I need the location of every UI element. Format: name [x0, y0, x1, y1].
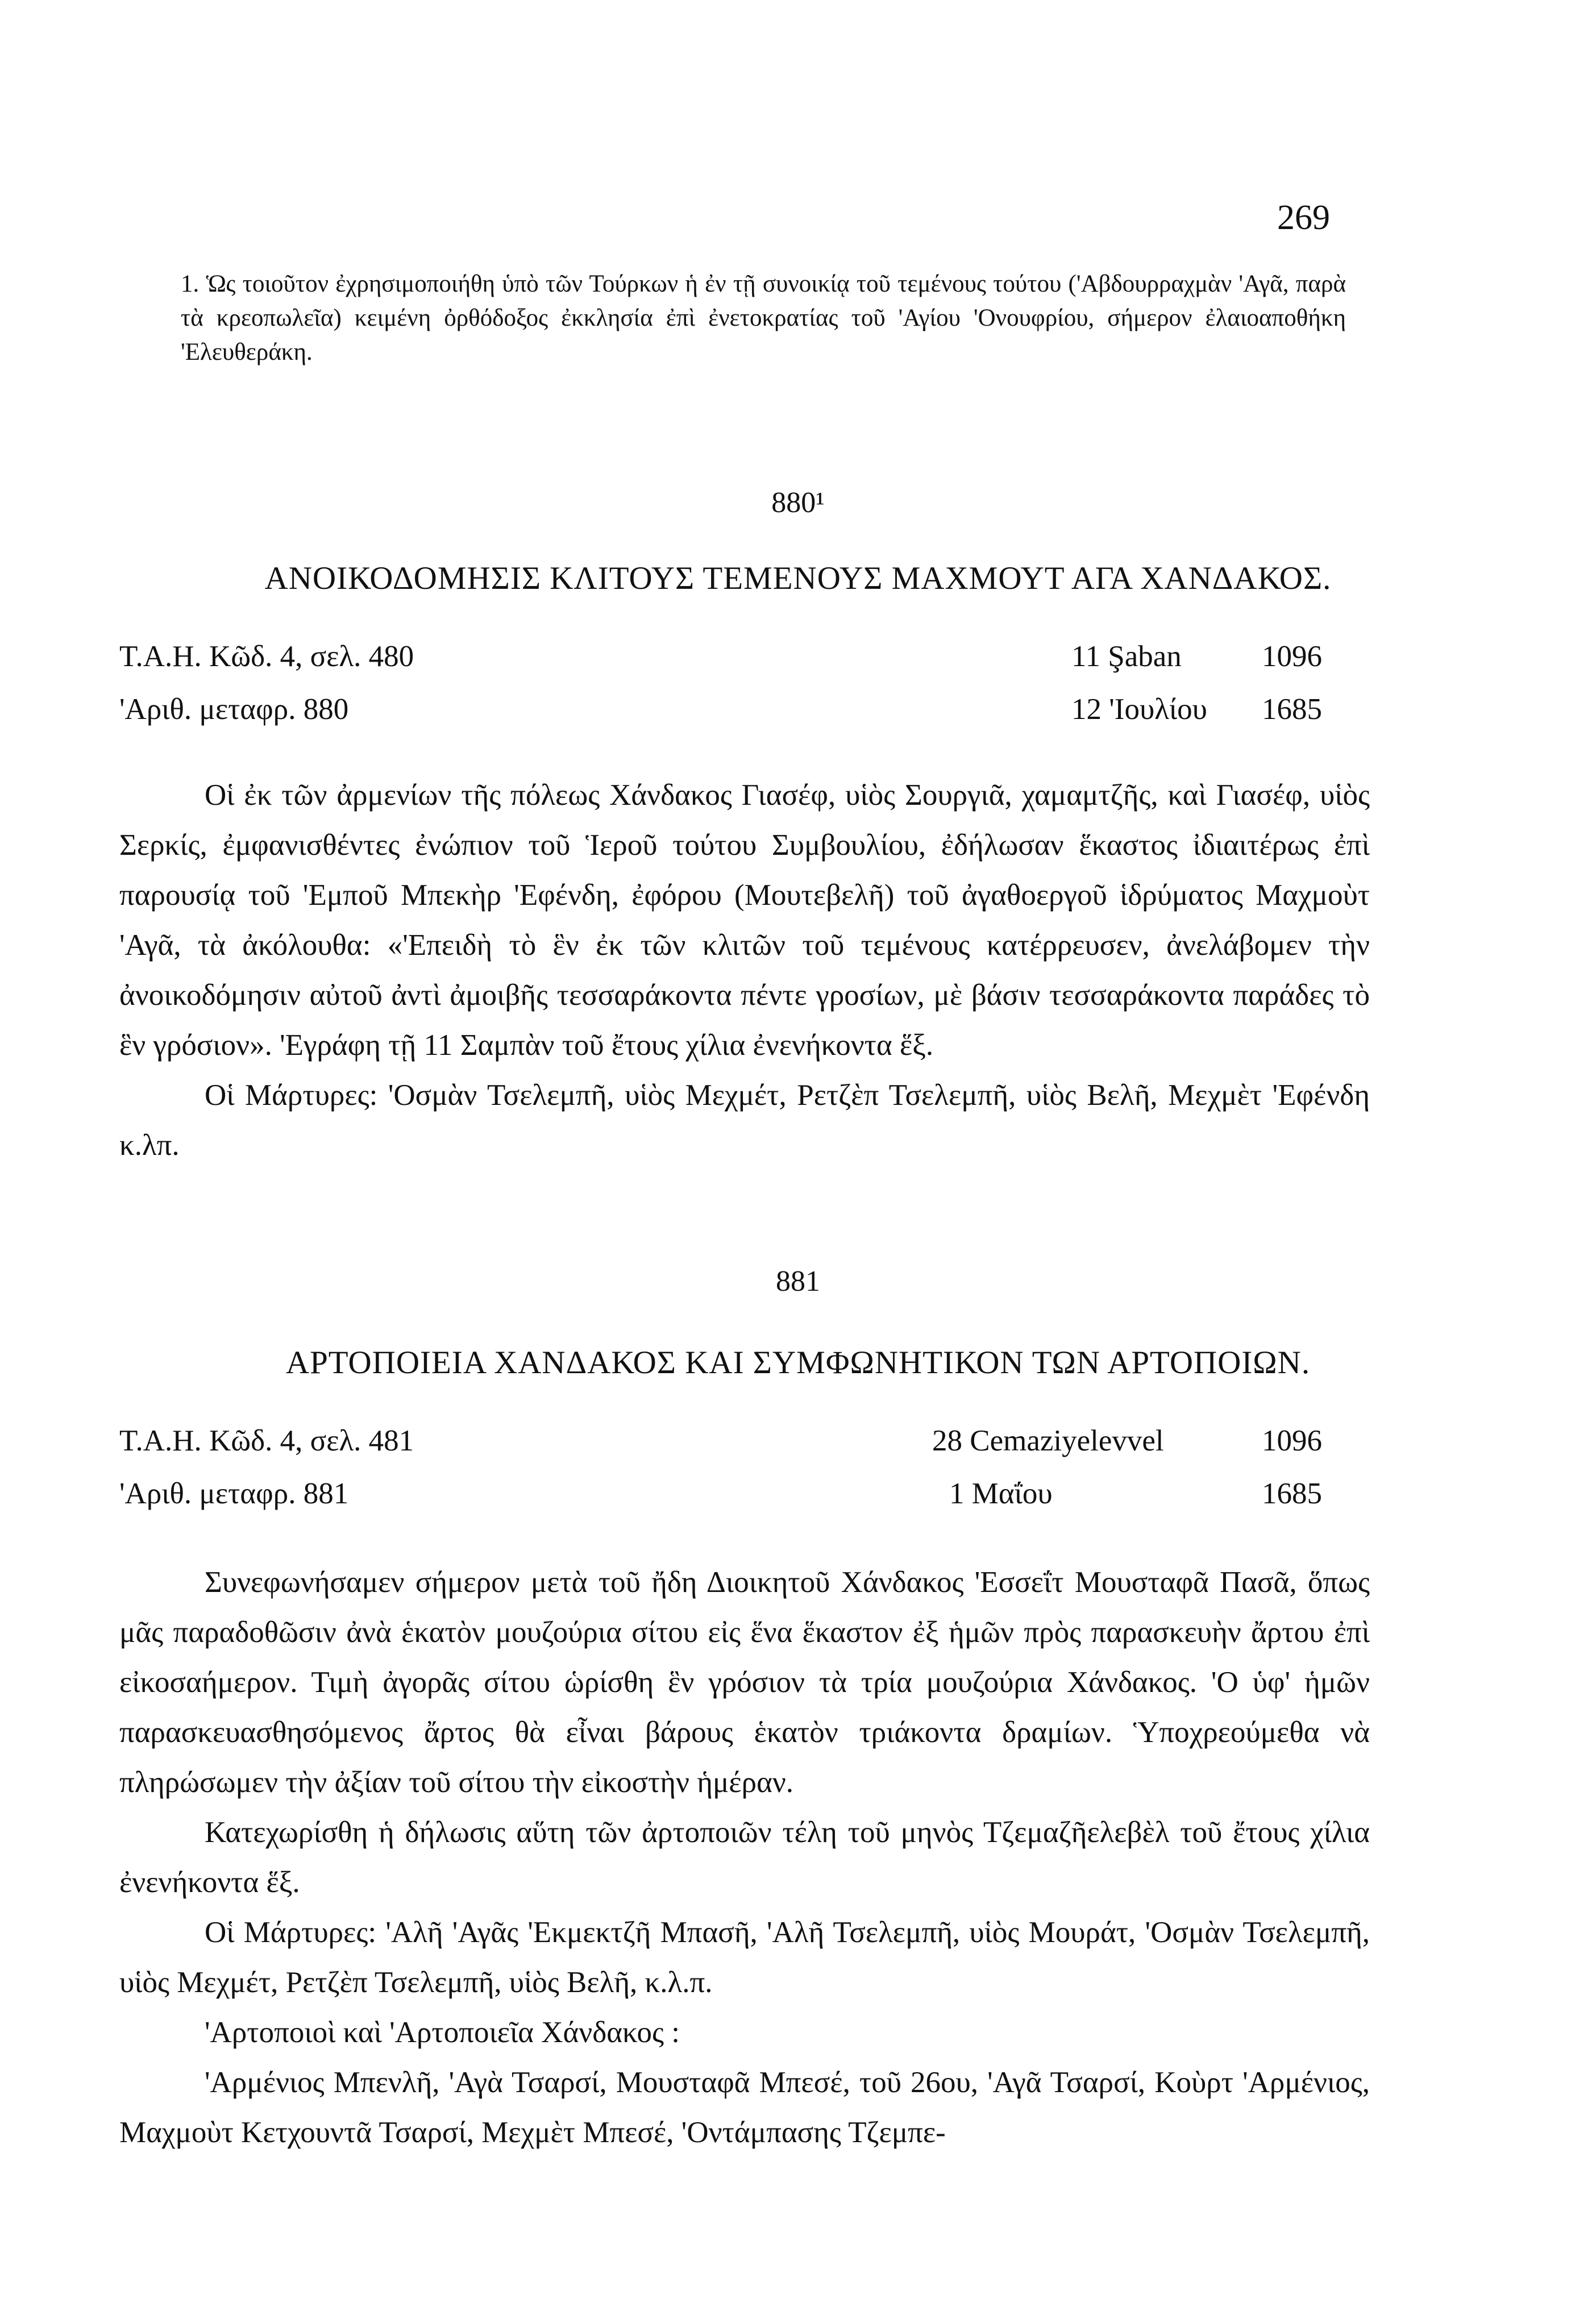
document-880-hijri-year: 1096 — [1262, 640, 1322, 673]
document-881-bakers-list: 'Αρμένιος Μπενλῆ, 'Αγὰ Τσαρσί, Μουσταφᾶ Μπεσέ, τοῦ 26ου, 'Αγᾶ Τσαρσί, Κοὺρτ 'Αρμένιος, Μαχμοὺτ Κετχουντᾶ Τσαρσί, Μεχμὲτ Μπεσέ, 'Οντάμπασης Τζεμπε- — [119, 2066, 1370, 2149]
page-number: 269 — [1277, 198, 1330, 237]
document-881-agreement-paragraph: Συνεφωνήσαμεν σήμερον μετὰ τοῦ ἤδη Διοικητοῦ Χάνδακος 'Εσσεΐτ Μουσταφᾶ Πασᾶ, ὅπως μᾶς παραδοθῶσιν ἀνὰ ἑκατὸν μουζούρια σίτου εἰς ἕνα ἕκαστον ἐξ ἡμῶν πρὸς παρασκευὴν ἄρτου ἐπὶ εἰκοσαήμερον. Τιμὴ ἀγορᾶς σίτου ὡρίσθη ἓν γρόσιον τὰ τρία μουζούρια Χάνδακος. 'Ο ὑφ' ἡμῶν παρασκευασθησόμενος ἄρτος θὰ εἶναι βάρους ἑκατὸν τριάκοντα δραμίων. Ὑποχρεούμεθα νὰ πληρώσωμεν τὴν ἀξίαν τοῦ σίτου τὴν εἰκοστὴν ἡμέραν. — [119, 1566, 1370, 1799]
document-880-translation-ref: 'Αριθ. μεταφρ. 880 — [119, 693, 349, 726]
document-880-paragraph: Οἱ ἐκ τῶν ἀρμενίων τῆς πόλεως Χάνδακος Γιασέφ, υἱὸς Σουργιᾶ, χαμαμτζῆς, καὶ Γιασέφ, υἱὸς Σερκίς, ἐμφανισθέντες ἐνώπιον τοῦ Ἱεροῦ τούτου Συμβουλίου, ἐδήλωσαν ἕκαστος ἰδιαιτέρως ἐπὶ παρουσίᾳ τοῦ 'Εμποῦ Μπεκὴρ 'Εφένδη, ἐφόρου (Μουτεβελῆ) τοῦ ἀγαθοεργοῦ ἱδρύματος Μαχμοὺτ 'Αγᾶ, τὰ ἀκόλουθα: «'Επειδὴ τὸ ἓν ἐκ τῶν κλιτῶν τοῦ τεμένους κατέρρευσεν, ἀνελάβομεν τὴν ἀνοικοδόμησιν αὐτοῦ ἀντὶ ἀμοιβῆς τεσσαράκοντα πέντε γροσίων, μὲ βάσιν τεσσαράκοντα παράδες τὸ ἓν γρόσιον». 'Εγράφη τῇ 11 Σαμπὰν τοῦ ἔτους χίλια ἐνενήκοντα ἕξ. — [119, 779, 1370, 1062]
document-880-title: ΑΝΟΙΚΟΔΟΜΗΣΙΣ ΚΛΙΤΟΥΣ ΤΕΜΕΝΟΥΣ ΜΑΧΜΟΥΤ ΑΓΑ ΧΑΝΔΑΚΟΣ. — [264, 560, 1332, 596]
document-881-registration-paragraph: Κατεχωρίσθη ἡ δήλωσις αὕτη τῶν ἀρτοποιῶν τέλη τοῦ μηνὸς Τζεμαζῆελεβὲλ τοῦ ἔτους χίλια ἐνενήκοντα ἕξ. — [119, 1816, 1370, 1899]
document-881-hijri-date: 28 Cemaziyelevvel — [932, 1424, 1164, 1457]
document-880-codex-ref: Τ.Α.Η. Κῶδ. 4, σελ. 480 — [119, 640, 414, 673]
document-881-hijri-year: 1096 — [1262, 1424, 1322, 1457]
document-880-number: 880¹ — [771, 487, 825, 519]
document-881-julian-date: 1 Μαΐου — [949, 1477, 1053, 1510]
document-881-number: 881 — [776, 1265, 820, 1298]
document-880-hijri-date: 11 Şaban — [1071, 640, 1182, 673]
document-880-julian-year: 1685 — [1262, 693, 1322, 726]
document-881-bakers-heading: 'Αρτοποιοὶ καὶ 'Αρτοποιεῖα Χάνδακος : — [205, 2016, 680, 2049]
document-880-witnesses: Οἱ Μάρτυρες: 'Οσμὰν Τσελεμπῆ, υἱὸς Μεχμέτ, Ρετζὲπ Τσελεμπῆ, υἱὸς Βελῆ, Μεχμὲτ 'Εφένδη κ.λπ. — [119, 1079, 1370, 1162]
document-881-witnesses: Οἱ Μάρτυρες: 'Αλῆ 'Αγᾶς 'Εκμεκτζῆ Μπασῆ, 'Αλῆ Τσελεμπῆ, υἱὸς Μουράτ, 'Οσμὰν Τσελεμπῆ, υἱὸς Μεχμέτ, Ρετζὲπ Τσελεμπῆ, υἱὸς Βελῆ, κ.λ.π. — [119, 1916, 1370, 1999]
document-881-translation-ref: 'Αριθ. μεταφρ. 881 — [119, 1477, 349, 1510]
document-881-body — [119, 1557, 1370, 2157]
document-881-julian-year: 1685 — [1262, 1477, 1322, 1510]
document-880-body — [119, 770, 1370, 1170]
document-880-julian-date: 12 'Ιουλίου — [1071, 693, 1207, 726]
document-881-codex-ref: Τ.Α.Η. Κῶδ. 4, σελ. 481 — [119, 1424, 414, 1457]
footnote: 1. Ὡς τοιοῦτον ἐχρησιμοποιήθη ὑπὸ τῶν Τούρκων ἡ ἐν τῇ συνοικίᾳ τοῦ τεμένους τούτου ('Αβδουρραχμὰν 'Αγᾶ, παρὰ τὰ κρεοπωλεῖα) κειμένη ὀρθόδοξος ἐκκλησία ἐπὶ ἐνετοκρατίας τοῦ 'Αγίου 'Ονουφρίου, σήμερον ἐλαιοαποθήκη 'Ελευθεράκη. — [181, 271, 1346, 365]
document-881-title: ΑΡΤΟΠΟΙΕΙΑ ΧΑΝΔΑΚΟΣ ΚΑΙ ΣΥΜΦΩΝΗΤΙΚΟΝ ΤΩΝ ΑΡΤΟΠΟΙΩΝ. — [285, 1345, 1311, 1381]
